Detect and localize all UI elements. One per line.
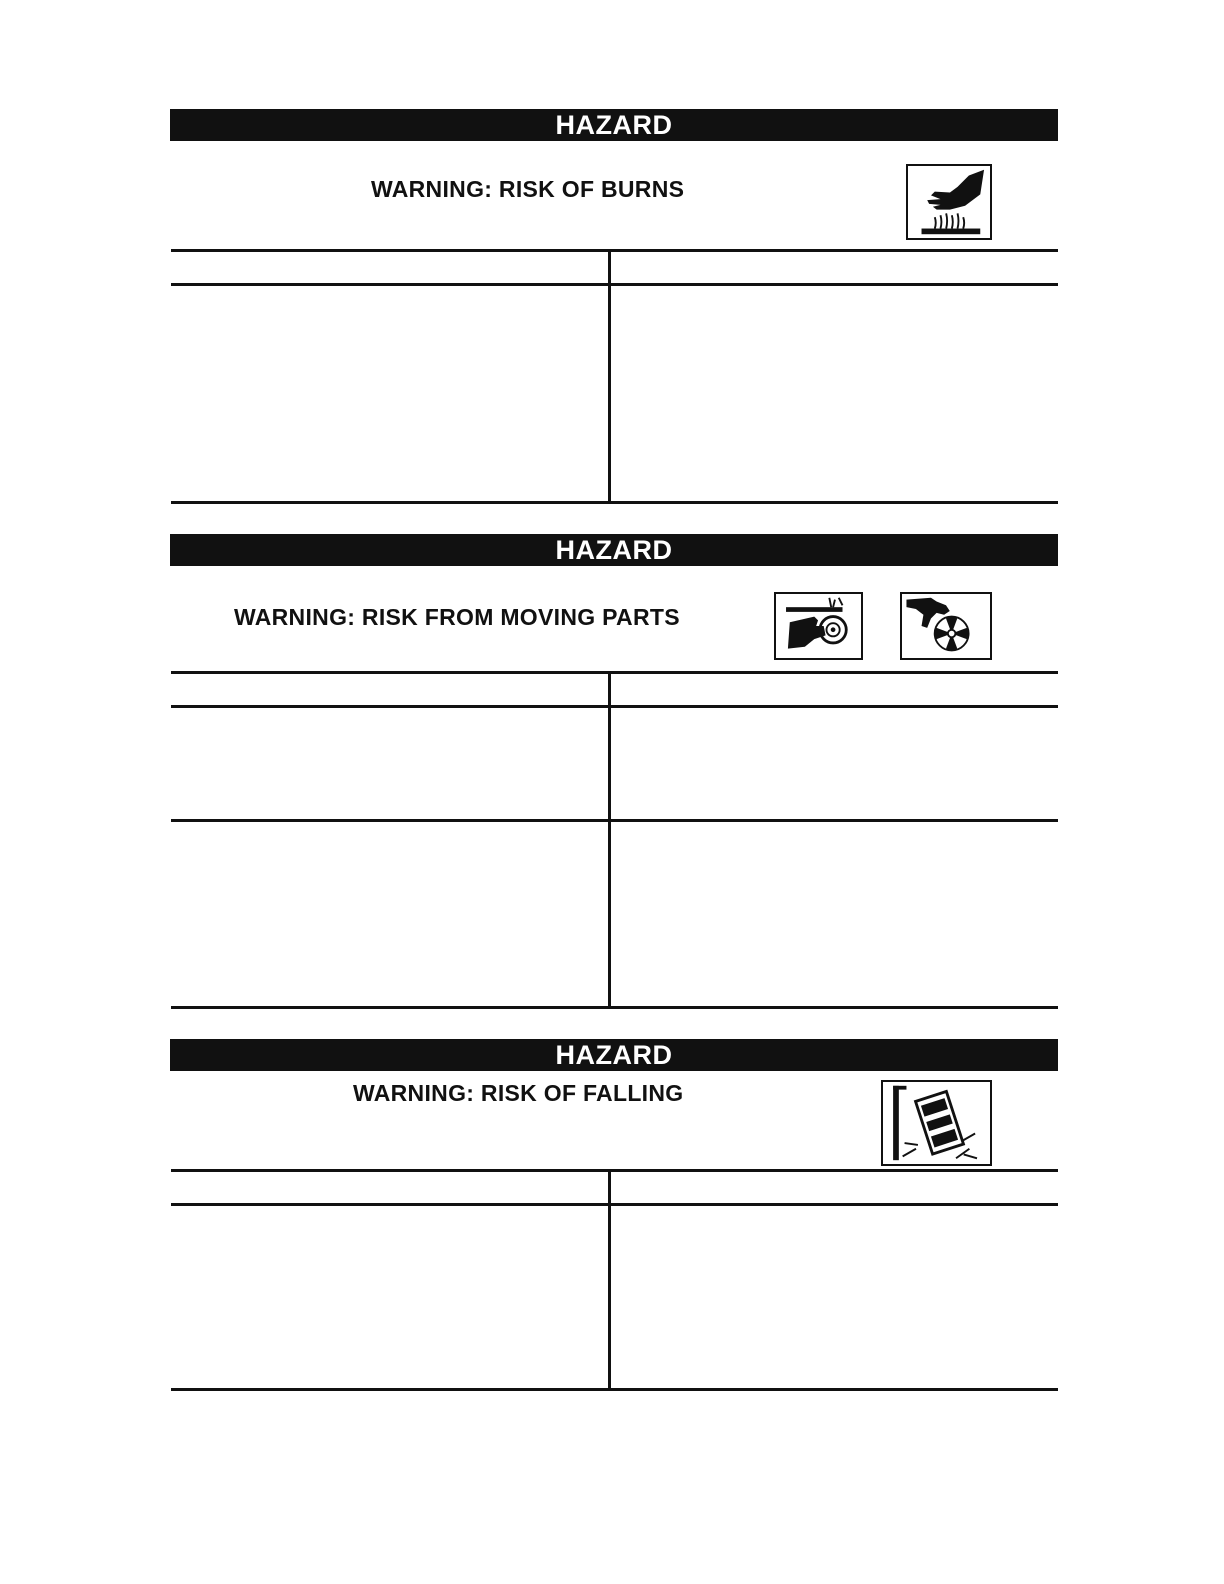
warning-title: WARNING: RISK OF BURNS [371, 176, 685, 202]
hazard-header: HAZARD [170, 1039, 1058, 1071]
rotating-fan-blade-icon [900, 592, 992, 660]
table-rule [171, 1203, 1058, 1206]
hot-surface-icon [906, 164, 992, 240]
falling-object-icon [881, 1080, 992, 1166]
table-rule [171, 501, 1058, 504]
warning-title: WARNING: RISK OF FALLING [353, 1080, 684, 1106]
table-rule [171, 705, 1058, 708]
hand-entanglement-rollers-icon [774, 592, 863, 660]
column-divider [608, 671, 611, 1009]
hazard-header: HAZARD [170, 109, 1058, 141]
table-rule [171, 1169, 1058, 1172]
column-divider [608, 1169, 611, 1391]
table-rule [171, 1388, 1058, 1391]
hazard-header: HAZARD [170, 534, 1058, 566]
table-rule [171, 819, 1058, 822]
table-rule [171, 249, 1058, 252]
column-divider [608, 249, 611, 504]
table-rule [171, 1006, 1058, 1009]
table-rule [171, 671, 1058, 674]
table-rule [171, 283, 1058, 286]
warning-title: WARNING: RISK FROM MOVING PARTS [234, 604, 680, 630]
